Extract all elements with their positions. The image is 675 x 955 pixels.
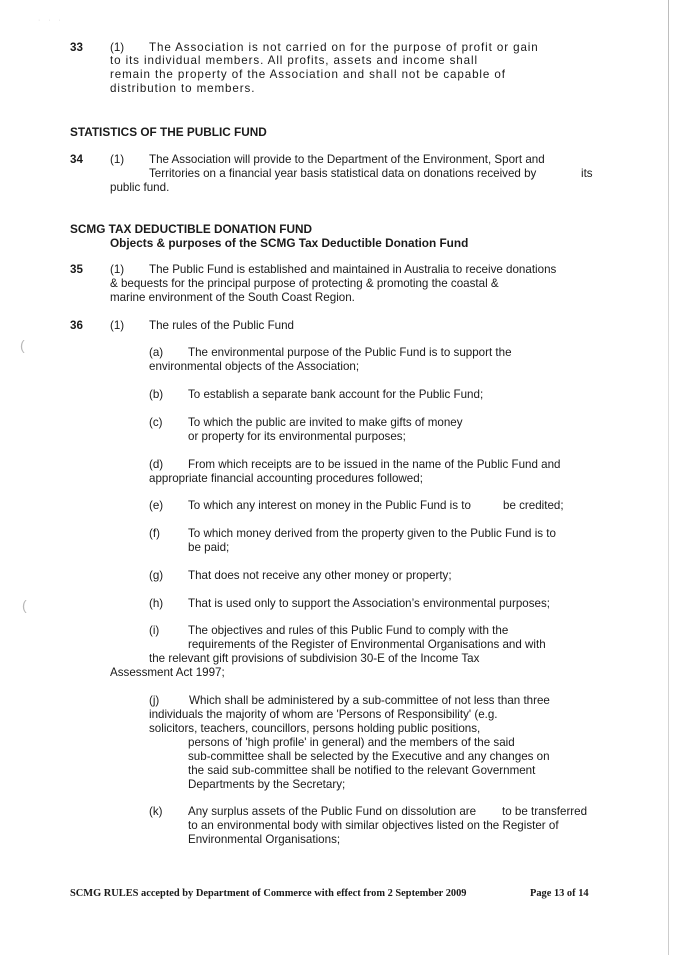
item-text-line: Which shall be administered by a sub-committee of not less than three xyxy=(189,694,550,707)
clause-number: 35 xyxy=(70,263,83,276)
clause-text-line: The Association will provide to the Department of the Environment, Sport and xyxy=(149,153,545,166)
item-text-line: That is used only to support the Association’s environmental purposes; xyxy=(188,597,550,610)
section-heading: SCMG TAX DEDUCTIBLE DONATION FUND xyxy=(70,222,313,236)
left-bracket-scan-mark-icon: ( xyxy=(22,597,27,613)
clause-number: 36 xyxy=(70,319,83,332)
clause-text-line: The Association is not carried on for the purpose of profit or gain xyxy=(149,41,539,54)
item-label: (k) xyxy=(149,805,163,818)
item-text-line: persons of 'high profile' in general) and the members of the said xyxy=(188,736,515,749)
item-text-line: or property for its environmental purposes; xyxy=(188,430,406,443)
item-label: (a) xyxy=(149,346,164,359)
item-label: (f) xyxy=(149,527,160,540)
item-label: (c) xyxy=(149,416,163,429)
clause-number: 33 xyxy=(70,41,83,54)
sub-clause-label: (1) xyxy=(110,319,125,332)
item-text-line: To which the public are invited to make gifts of money xyxy=(188,416,463,429)
sub-clause-label: (1) xyxy=(110,263,125,276)
item-text-line: environmental objects of the Association; xyxy=(149,360,360,373)
item-text-line: Environmental Organisations; xyxy=(188,833,341,846)
item-text-line: The environmental purpose of the Public Fund is to support the xyxy=(188,346,512,359)
clause-text-line: The Public Fund is established and maintained in Australia to receive donations xyxy=(149,263,557,276)
clause-text-line: & bequests for the principal purpose of protecting & promoting the coastal & xyxy=(110,277,499,290)
sub-clause-label: (1) xyxy=(110,153,125,166)
footer-text: SCMG RULES accepted by Department of Commerce with effect from 2 September 2009 xyxy=(70,888,467,899)
item-text-line: solicitors, teachers, councillors, persons holding public positions, xyxy=(149,722,481,735)
item-text-line: the relevant gift provisions of subdivision 30-E of the Income Tax xyxy=(149,652,480,665)
clause-text-line: distribution to members. xyxy=(110,82,256,95)
item-text-line: From which receipts are to be issued in the name of the Public Fund and xyxy=(188,458,561,471)
scan-dots: · · · xyxy=(38,17,64,24)
scan-edge-line xyxy=(668,0,669,955)
clause-text-fragment: its xyxy=(581,167,593,180)
clause-text-line: to its individual members. All profits, assets and income shall xyxy=(110,54,478,67)
item-text-line: to an environmental body with similar objectives listed on the Register of xyxy=(188,819,559,832)
item-text-line: The objectives and rules of this Public Fund to comply with the xyxy=(188,624,509,637)
item-text-line: To which any interest on money in the Public Fund is to xyxy=(188,499,471,512)
item-text-line: Assessment Act 1997; xyxy=(110,666,225,679)
item-text-line: Any surplus assets of the Public Fund on dissolution are xyxy=(188,805,477,818)
item-label: (d) xyxy=(149,458,164,471)
item-text-line: appropriate financial accounting procedures followed; xyxy=(149,472,423,485)
section-subheading: Objects & purposes of the SCMG Tax Deductible Donation Fund xyxy=(110,236,469,250)
clause-number: 34 xyxy=(70,153,83,166)
item-text-line: be paid; xyxy=(188,541,230,554)
sub-clause-label: (1) xyxy=(110,41,125,54)
item-text-line: Departments by the Secretary; xyxy=(188,778,346,791)
clause-text-line: remain the property of the Association and shall not be capable of xyxy=(110,68,506,81)
item-text-line: That does not receive any other money or property; xyxy=(188,569,452,582)
clause-text-line: Territories on a financial year basis statistical data on donations received by xyxy=(149,167,537,180)
item-label: (e) xyxy=(149,499,164,512)
item-text-line: sub-committee shall be selected by the Executive and any changes on xyxy=(188,750,550,763)
item-label: (b) xyxy=(149,388,164,401)
item-label: (j) xyxy=(149,694,160,707)
item-text-fragment: to be transferred xyxy=(502,805,588,818)
clause-intro: The rules of the Public Fund xyxy=(149,319,295,332)
item-text-fragment: be credited; xyxy=(503,499,564,512)
item-text-line: To establish a separate bank account for the Public Fund; xyxy=(188,388,484,401)
item-text-line: the said sub-committee shall be notified to the relevant Government xyxy=(188,764,536,777)
item-text-line: individuals the majority of whom are 'Persons of Responsibility' (e.g. xyxy=(149,708,498,721)
item-text-line: requirements of the Register of Environmental Organisations and with xyxy=(188,638,546,651)
item-label: (i) xyxy=(149,624,160,637)
clause-text-line: marine environment of the South Coast Region. xyxy=(110,291,355,304)
item-label: (h) xyxy=(149,597,164,610)
item-label: (g) xyxy=(149,569,164,582)
clause-text-line: public fund. xyxy=(110,181,170,194)
page-number: Page 13 of 14 xyxy=(530,888,589,899)
left-bracket-scan-mark-icon: ( xyxy=(20,337,25,353)
section-heading: STATISTICS OF THE PUBLIC FUND xyxy=(70,125,267,139)
item-text-line: To which money derived from the property given to the Public Fund is to xyxy=(188,527,556,540)
